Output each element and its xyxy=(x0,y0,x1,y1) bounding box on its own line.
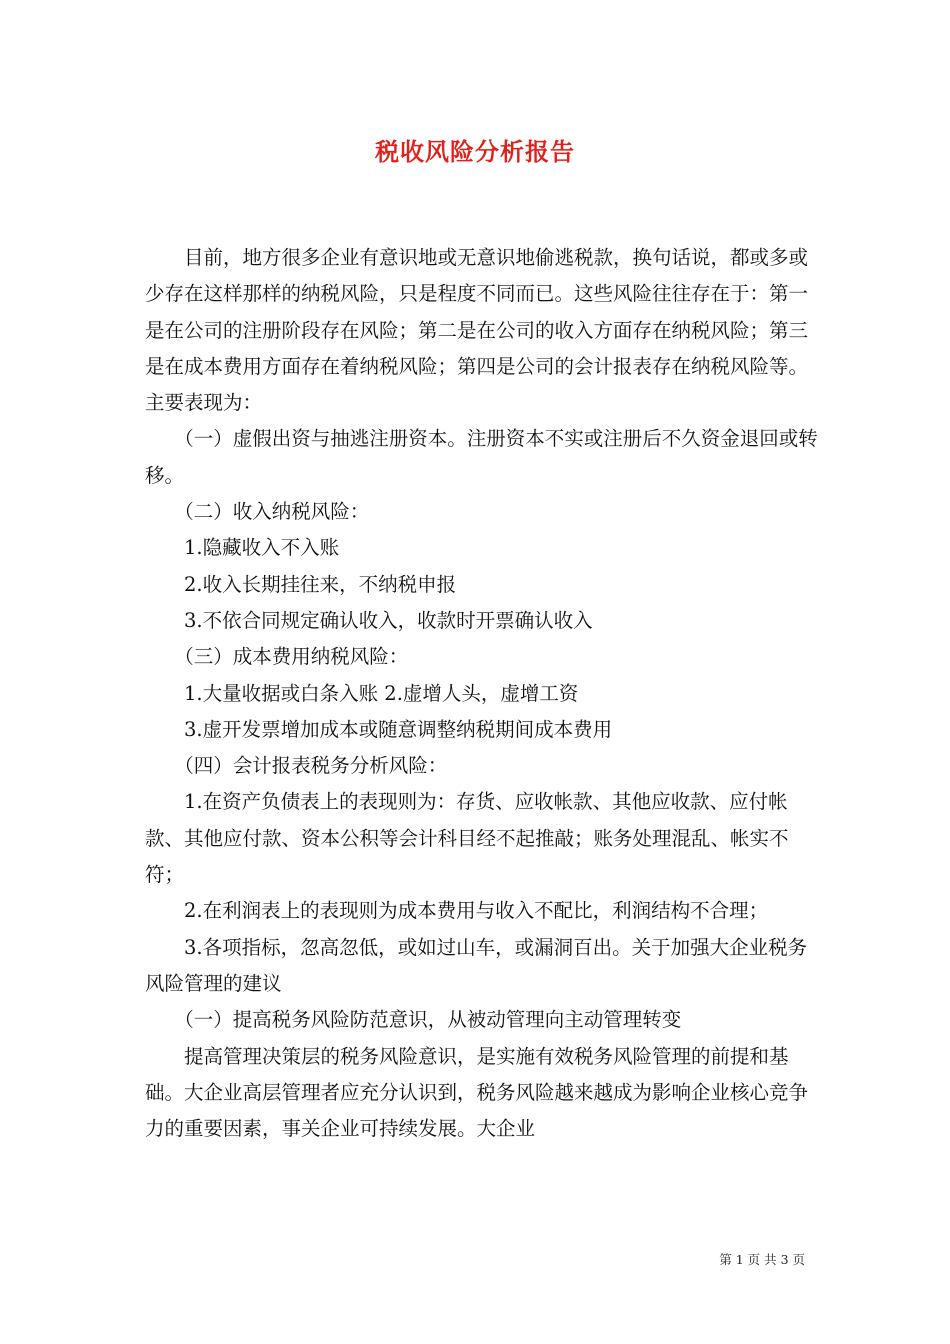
list-item: 2.在利润表上的表现则为成本费用与收入不配比，利润结构不合理； xyxy=(145,899,769,923)
list-item: 1.隐藏收入不入账 xyxy=(145,536,340,560)
list-item: 3.各项指标，忽高忽低，或如过山车，或漏洞百出。关于加强大企业税务风险管理的建议 xyxy=(145,935,808,995)
paragraph-section-1: （一）虚假出资与抽逃注册资本。注册资本不实或注册后不久资金退回或转移。 xyxy=(145,427,818,487)
paragraph-section-2: （二）收入纳税风险： xyxy=(145,500,370,524)
list-item: 2.收入长期挂往来，不纳税申报 xyxy=(145,572,457,596)
list-item: 3.不依合同规定确认收入，收款时开票确认收入 xyxy=(145,608,593,632)
paragraph-suggestion-1: （一）提高税务风险防范意识，从被动管理向主动管理转变 xyxy=(145,1008,682,1032)
list-item: 3.虚开发票增加成本或随意调整纳税期间成本费用 xyxy=(145,717,613,741)
paragraph-body: 提高管理决策层的税务风险意识，是实施有效税务风险管理的前提和基础。大企业高层管理者应充分认识到，税务风险越来越成为影响企业核心竞争力的重要因素，事关企业可持续发展。大企业 xyxy=(145,1044,809,1141)
page-number-footer: 第 1 页 共 3 页 xyxy=(719,1252,805,1267)
paragraph-section-4: （四）会计报表税务分析风险： xyxy=(145,754,448,778)
paragraph-section-3: （三）成本费用纳税风险： xyxy=(145,645,409,669)
document-body xyxy=(145,240,825,1147)
document-title: 税收风险分析报告 xyxy=(375,137,575,166)
paragraph-intro: 目前，地方很多企业有意识地或无意识地偷逃税款，换句话说，都或多或少存在这样那样的纳税风险，只是程度不同而已。这些风险往往存在于：第一是在公司的注册阶段存在风险；第二是在公司的收入方面存在纳税风险；第三是在成本费用方面存在着纳税风险；第四是公司的会计报表存在纳税风险等。主要表现为： xyxy=(145,246,809,415)
list-item: 1.在资产负债表上的表现则为：存货、应收帐款、其他应收款、应付帐款、其他应付款、资本公积等会计科目经不起推敲；账务处理混乱、帐实不符； xyxy=(145,790,789,887)
list-item: 1.大量收据或白条入账 2.虚增人头，虚增工资 xyxy=(145,681,579,705)
